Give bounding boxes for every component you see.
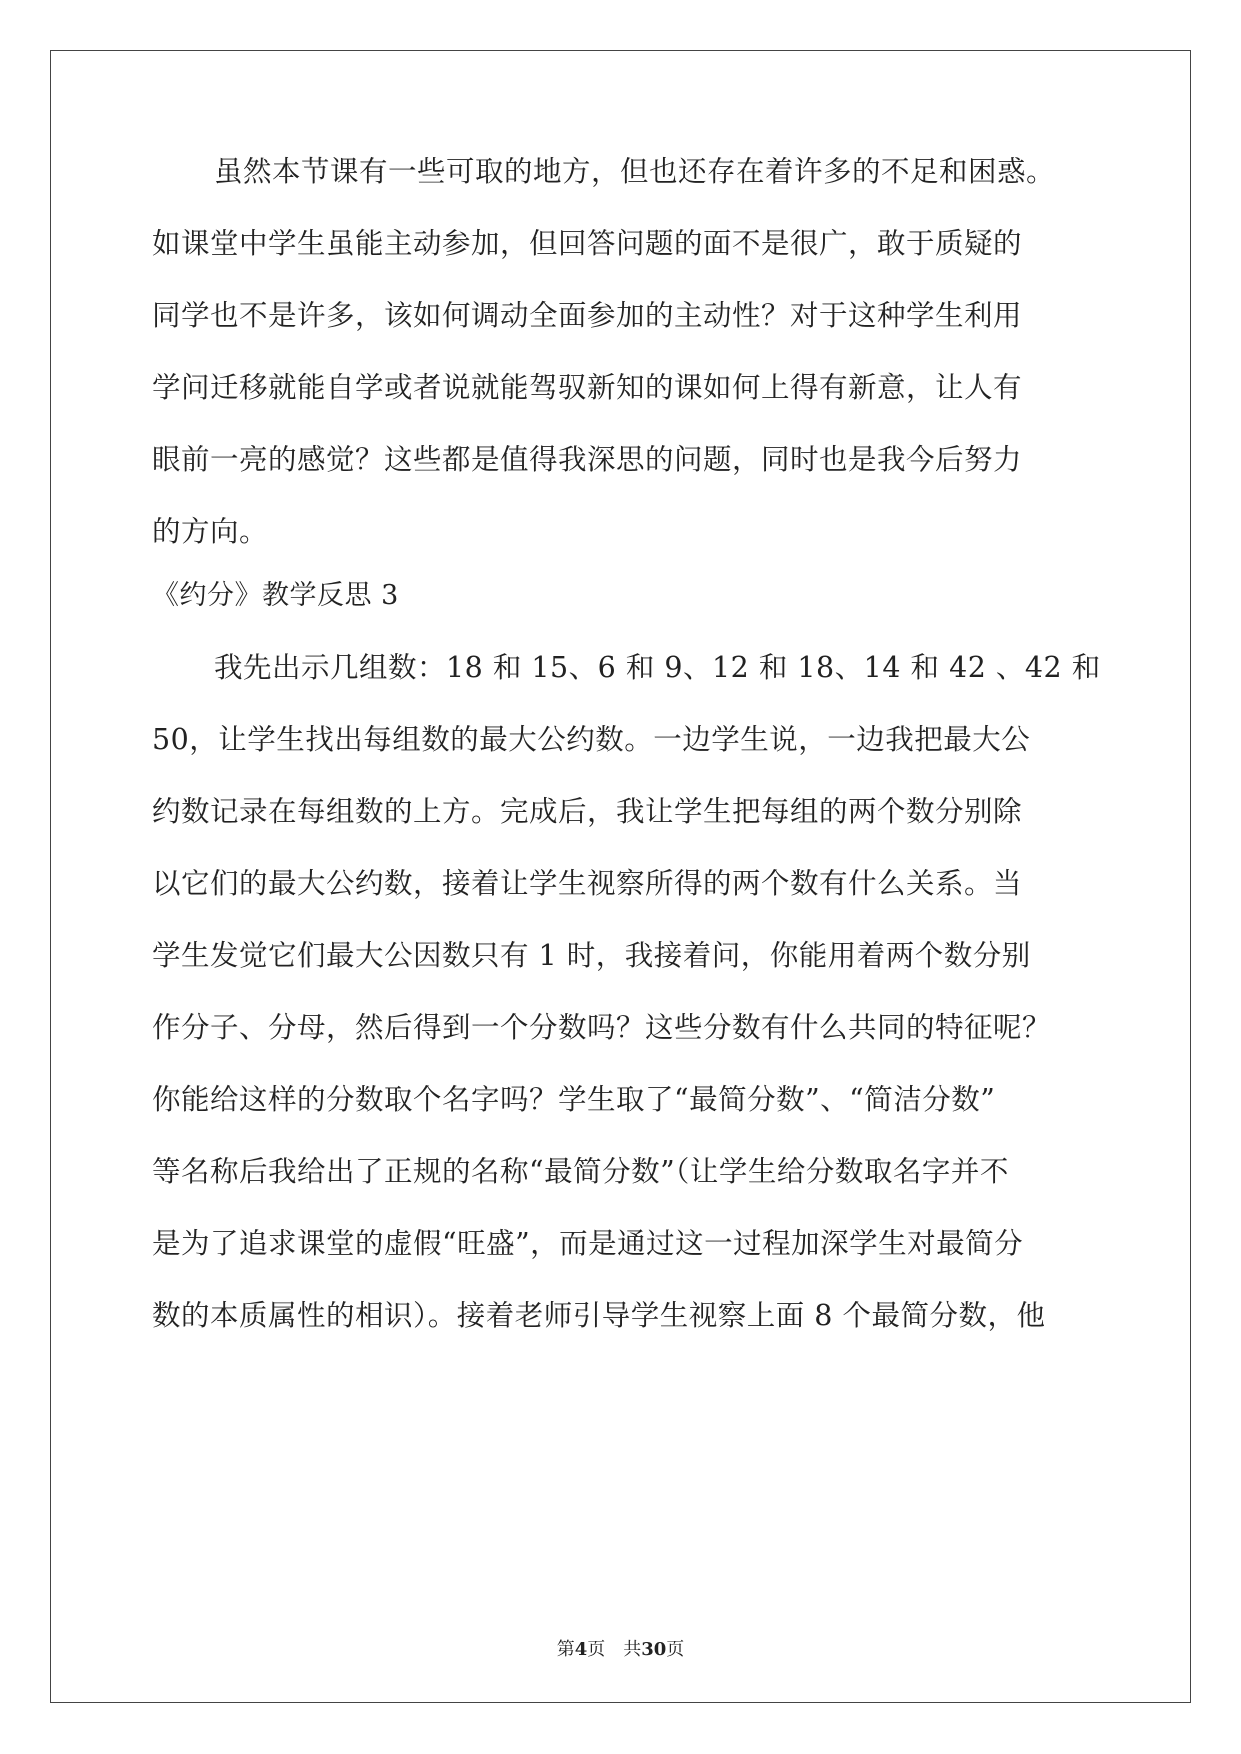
paragraph-2-line-7: 你能给这样的分数取个名字吗？学生取了“最简分数”、“简洁分数”	[152, 1083, 996, 1116]
total-pages: 30	[641, 1639, 667, 1660]
paragraph-2-line-4: 以它们的最大公约数，接着让学生视察所得的两个数有什么关系。当	[152, 867, 1023, 900]
paragraph-2-line-6: 作分子、分母，然后得到一个分数吗？这些分数有什么共同的特征呢？	[152, 1011, 1052, 1044]
section-heading: 《约分》教学反思 3	[152, 580, 399, 611]
paragraph-2-line-3: 约数记录在每组数的上方。完成后，我让学生把每组的两个数分别除	[152, 795, 1023, 828]
paragraph-2-line-2: 50，让学生找出每组数的最大公约数。一边学生说，一边我把最大公	[152, 723, 1031, 756]
page-suffix: 页	[587, 1639, 606, 1660]
paragraph-2-line-5: 学生发觉它们最大公因数只有 1 时，我接着问，你能用着两个数分别	[152, 939, 1031, 972]
paragraph-1-line-5: 眼前一亮的感觉？这些都是值得我深思的问题，同时也是我今后努力	[152, 443, 1023, 476]
paragraph-2-line-10: 数的本质属性的相识）。接着老师引导学生视察上面 8 个最简分数，他	[152, 1299, 1046, 1332]
page-footer	[0, 1638, 1241, 1662]
page-number: 4	[574, 1639, 588, 1660]
paragraph-1-line-4: 学问迁移就能自学或者说就能驾驭新知的课如何上得有新意，让人有	[152, 371, 1023, 404]
total-prefix: 共	[623, 1639, 642, 1660]
paragraph-2-line-1: 我先出示几组数：18 和 15、6 和 9、12 和 18、14 和 42 、42 和	[214, 651, 1101, 684]
paragraph-1-line-2: 如课堂中学生虽能主动参加，但回答问题的面不是很广，敢于质疑的	[152, 227, 1023, 260]
paragraph-2-line-9: 是为了追求课堂的虚假“旺盛”，而是通过这一过程加深学生对最简分	[152, 1227, 1024, 1260]
paragraph-1-line-1: 虽然本节课有一些可取的地方，但也还存在着许多的不足和困惑。	[214, 155, 1056, 188]
paragraph-2-line-8: 等名称后我给出了正规的名称“最简分数”（让学生给分数取名字并不	[152, 1155, 1009, 1188]
total-suffix: 页	[666, 1639, 685, 1660]
paragraph-1-line-6: 的方向。	[152, 515, 269, 548]
paragraph-1-line-3: 同学也不是许多，该如何调动全面参加的主动性？对于这种学生利用	[152, 299, 1023, 332]
page-prefix: 第	[556, 1639, 575, 1660]
